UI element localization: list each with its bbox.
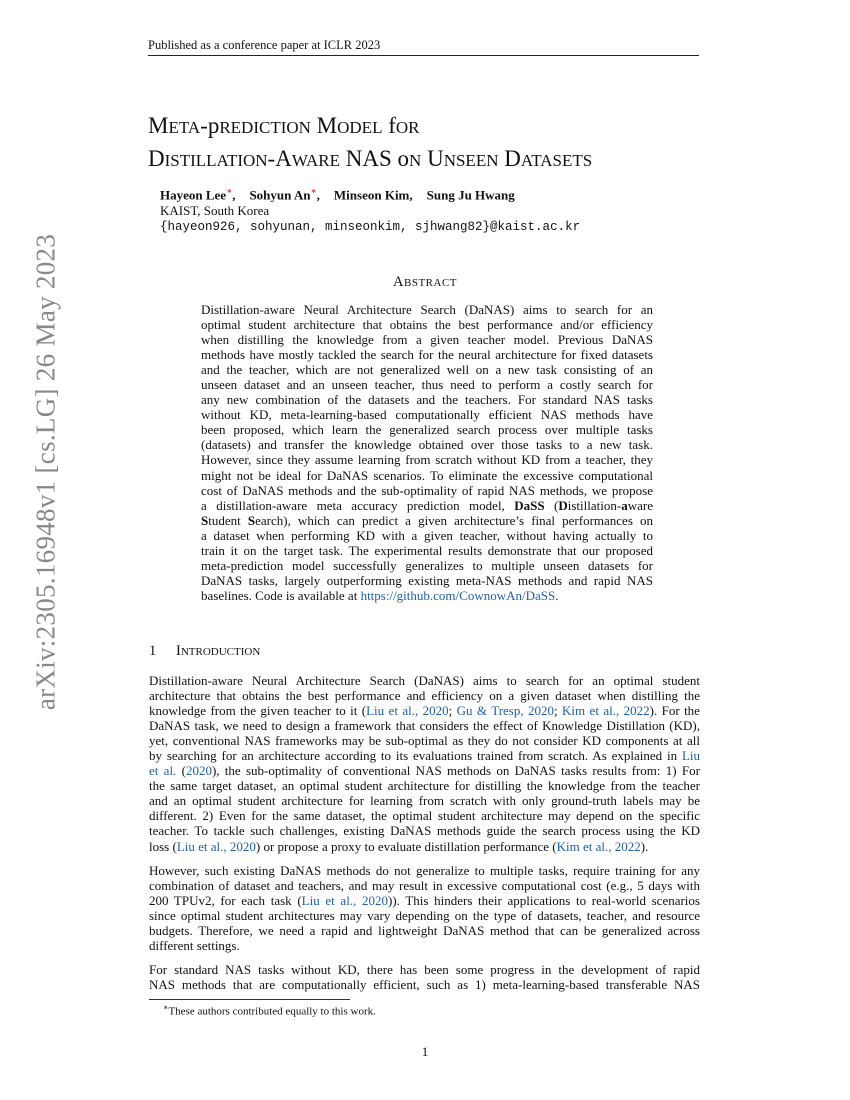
abstract-line: methods have mostly tackled the search for the neural architecture for fixed datasets: [201, 347, 653, 363]
text-line: by searching for an architecture according to its evaluations trained from scratch. As explained in Liu: [149, 748, 700, 764]
text-line: knowledge from the given teacher to it (Liu et al., 2020; Gu & Tresp, 2020; Kim et al., 2022). For the: [149, 703, 700, 719]
abstract-line: Student Search), which can predict a given architecture’s final performances on: [201, 512, 653, 528]
equal-contrib-mark: ∗: [310, 186, 317, 196]
author-emails: {hayeon926, sohyunan, minseonkim, sjhwang82}@kaist.ac.kr: [160, 220, 581, 234]
text-line: yet, conventional NAS frameworks may be sub-optimal as they do not consider KD components at all: [149, 733, 700, 749]
abstract-line: been proposed, which learn the generalized search process over multiple tasks: [201, 422, 653, 438]
section-number: 1: [149, 643, 157, 659]
text-line: However, such existing DaNAS methods do not generalize to multiple tasks, require training for any: [149, 863, 700, 878]
citation-link[interactable]: Liu et al., 2020: [301, 893, 388, 909]
dass-name: DaSS: [514, 497, 545, 513]
section-heading-introduction: [149, 643, 260, 660]
citation-link[interactable]: Gu & Tresp, 2020: [456, 703, 555, 719]
section-title: INTRODUCTION: [176, 643, 261, 659]
abstract-line: optimal student architecture that obtains the best performance and/or efficiency: [201, 317, 653, 333]
abstract-line: DaNAS tasks, largely outperforming existing meta-NAS methods and rapid NAS: [201, 572, 653, 588]
footnote-rule: [149, 999, 350, 1000]
abstract-line: a dataset when performing KD with a given teacher, without having actually to: [201, 527, 653, 543]
citation-link[interactable]: Kim et al., 2022: [562, 703, 650, 719]
abstract-line: cost of DaNAS methods and the sub-optimality of rapid NAS methods, we propose: [201, 482, 653, 498]
abstract-line: Distillation-aware Neural Architecture Search (DaNAS) aims to search for an: [201, 302, 653, 317]
citation-link[interactable]: Kim et al., 2022: [556, 838, 641, 854]
text-line: DaNAS task, we need to design a framework that considers the effect of Knowledge Distillation (KD),: [149, 718, 700, 734]
author-list: Hayeon Lee∗, Sohyun An∗, Minseon Kim, Sung Ju Hwang: [160, 186, 515, 203]
text-line: different settings.: [149, 938, 240, 954]
abstract-line: without KD, meta-learning-based computationally efficient NAS methods have: [201, 407, 653, 423]
running-header: Published as a conference paper at ICLR 2023: [148, 38, 381, 52]
citation-link[interactable]: Liu: [681, 748, 700, 764]
text-line: 200 TPUv2, for each task (Liu et al., 2020)). This hinders their applications to real-world scenarios: [149, 893, 700, 909]
citation-link[interactable]: Liu et al., 2020: [176, 838, 256, 854]
abstract-line: and the teacher, which are not generalized well on a new task consisting of an: [201, 362, 653, 378]
abstract-line: meta-prediction model successfully generalizes to multiple unseen datasets for: [201, 557, 653, 573]
abstract-line: baselines. Code is available at https://github.com/CownowAn/DaSS.: [201, 587, 559, 603]
author-name: Hayeon Lee: [160, 187, 227, 203]
abstract-line: when distilling the knowledge from a given teacher model. Previous DaNAS: [201, 332, 653, 348]
text-line: For standard NAS tasks without KD, there has been some progress in the development of rapid: [149, 962, 700, 977]
equal-contrib-mark: ∗: [226, 186, 233, 196]
citation-link[interactable]: 2020: [185, 763, 212, 779]
abstract-heading: ABSTRACT: [393, 274, 457, 290]
text-line: the same target dataset, an optimal student architecture for distilling the knowledge from the teacher: [149, 778, 700, 794]
footnote: ∗These authors contributed equally to this work.: [163, 1003, 376, 1018]
abstract-line: a distillation-aware meta accuracy prediction model, DaSS (Distillation-aware: [201, 497, 653, 513]
citation-link[interactable]: Liu et al., 2020: [366, 703, 449, 719]
abstract-line: might not be ideal for DaNAS scenarios. To eliminate the excessive computational: [201, 467, 653, 483]
code-link[interactable]: https://github.com/CownowAn/DaSS: [360, 587, 556, 603]
text-line: and an optimal student architecture for learning from scratch with only ground-truth labels may be: [149, 793, 700, 809]
intro-paragraph-2: [149, 863, 700, 953]
intro-paragraph-1: [149, 673, 700, 854]
text-line: budgets. Therefore, we need a rapid and lightweight DaNAS method that can be generalized across: [149, 923, 700, 939]
text-line: NAS methods that are computationally efficient, such as 1) meta-learning-based transferable NAS: [149, 977, 700, 993]
abstract-body: [201, 302, 653, 603]
text-line: loss (Liu et al., 2020) or propose a proxy to evaluate distillation performance (Kim et al., 2022).: [149, 838, 649, 854]
text-line: since optimal student architectures may vary depending on the type of datasets, teacher, and resource: [149, 908, 700, 924]
abstract-line: any new combination of the datasets and the teachers. For standard NAS tasks: [201, 392, 653, 408]
text-line: et al. (2020), the sub-optimality of conventional NAS methods on DaNAS tasks results from: 1) For: [149, 763, 700, 779]
text-line: teacher. To tackle such challenges, existing DaNAS methods guide the search process using the KD: [149, 823, 700, 839]
page-number: 1: [421, 1044, 429, 1059]
text-line: Distillation-aware Neural Architecture Search (DaNAS) aims to search for an optimal student: [149, 673, 700, 688]
abstract-line: (datasets) and transfer the knowledge obtained over those tasks to a new task.: [201, 437, 653, 453]
paper-title: [148, 110, 592, 176]
author-name: Sohyun An: [249, 187, 311, 203]
intro-paragraph-3: [149, 962, 700, 992]
affiliation: KAIST, South Korea: [160, 203, 270, 218]
title-line-2: DISTILLATION-AWARE NAS oN UNSEEN DATASETS: [148, 146, 593, 171]
text-line: combination of dataset and teachers, and may result in excessive computational cost (e.g., 5 days with: [149, 878, 700, 894]
citation-link[interactable]: et al.: [149, 763, 177, 779]
author-name: Sung Ju Hwang: [426, 187, 515, 203]
title-line-1: META-pREDICTION MODEL fOR: [148, 113, 420, 138]
abstract-line: unseen dataset and an unseen teacher, thus need to perform a costly search for: [201, 377, 653, 393]
text-line: architecture that obtains the best performance and efficiency on a given dataset when distilling the: [149, 688, 700, 704]
header-rule: [148, 55, 699, 56]
abstract-line: train it on the target task. The experimental results demonstrate that our proposed: [201, 542, 653, 558]
abstract-line: However, since they assume learning from scratch without KD from a teacher, they: [201, 452, 653, 468]
arxiv-stamp: arXiv:2305.16948v1 [cs.LG] 26 May 2023: [30, 233, 61, 711]
author-name: Minseon Kim: [333, 187, 410, 203]
text-line: different. 2) Even for the same dataset, the optimal student architecture may depend on the specific: [149, 808, 700, 824]
